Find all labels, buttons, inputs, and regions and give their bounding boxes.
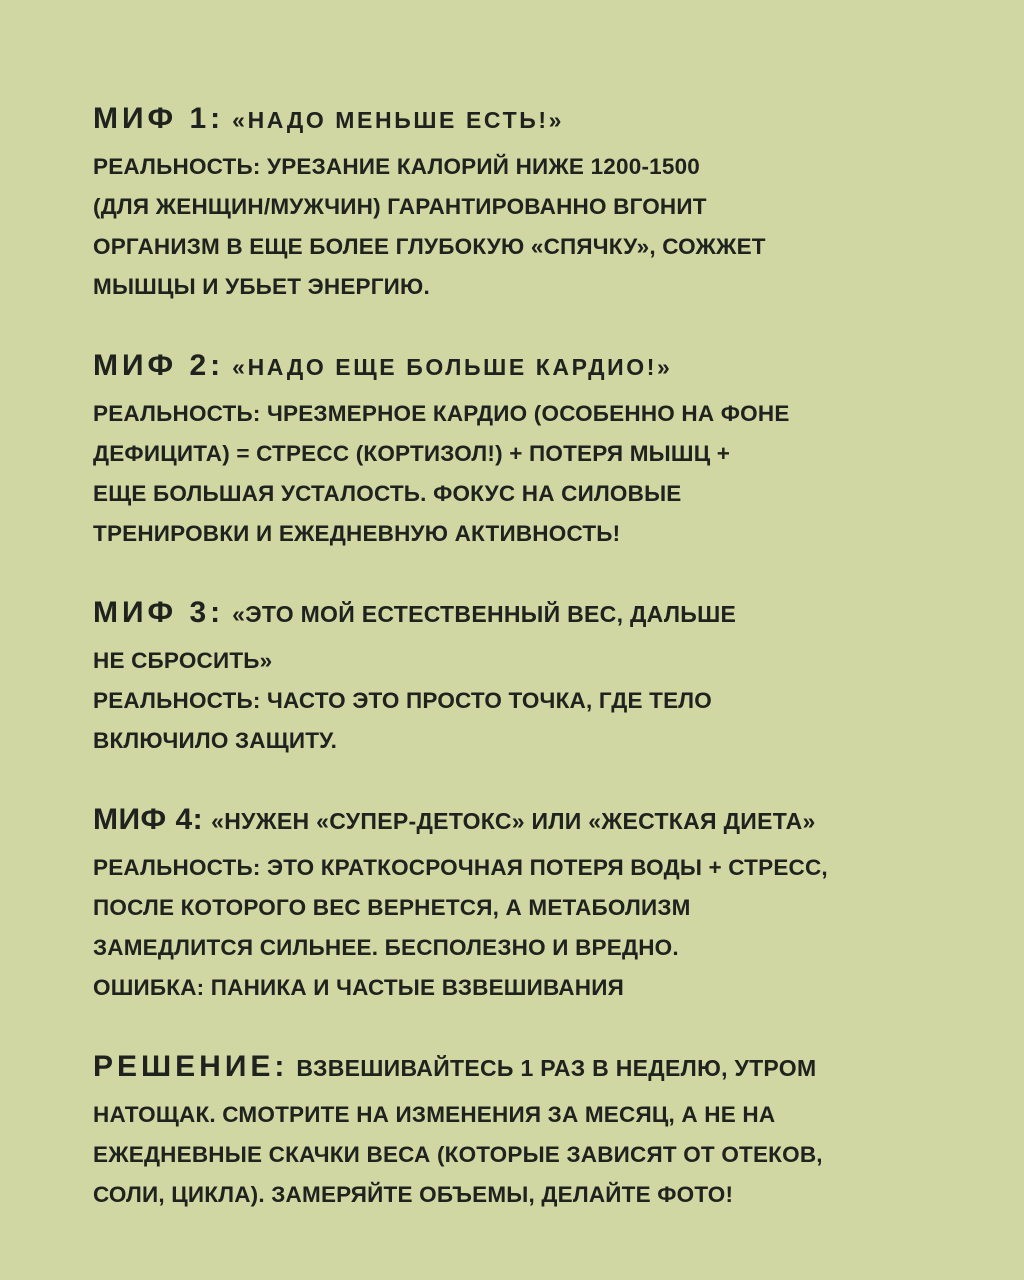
- myth-4-heading: [93, 797, 974, 848]
- myth-2-heading: [93, 343, 974, 394]
- text-line: ЕЩЕ БОЛЬШАЯ УСТАЛОСТЬ. ФОКУС НА СИЛОВЫЕ: [93, 481, 682, 506]
- text-line: МЫШЦЫ И УБЬЕТ ЭНЕРГИЮ.: [93, 274, 430, 299]
- text-line: ПОСЛЕ КОТОРОГО ВЕС ВЕРНЕТСЯ, А МЕТАБОЛИЗМ: [93, 895, 691, 920]
- myth-3-quote: «ЭТО МОЙ ЕСТЕСТВЕННЫЙ ВЕС, ДАЛЬШЕ: [232, 601, 737, 627]
- solution-label: РЕШЕНИЕ:: [93, 1050, 289, 1083]
- myth-4-label: МИФ 4:: [93, 803, 204, 836]
- text-line: НАТОЩАК. СМОТРИТЕ НА ИЗМЕНЕНИЯ ЗА МЕСЯЦ, А НЕ НА: [93, 1102, 776, 1127]
- text-line: НЕ СБРОСИТЬ»: [93, 648, 273, 673]
- section-myth-2: [93, 343, 974, 554]
- section-solution: [93, 1044, 974, 1215]
- text-line: ОШИБКА: ПАНИКА И ЧАСТЫЕ ВЗВЕШИВАНИЯ: [93, 975, 624, 1000]
- section-myth-3: [93, 590, 974, 761]
- text-line: ОРГАНИЗМ В ЕЩЕ БОЛЕЕ ГЛУБОКУЮ «СПЯЧКУ», СОЖЖЕТ: [93, 234, 766, 259]
- myth-3-label: МИФ 3:: [93, 596, 225, 629]
- myth-2-label: МИФ 2:: [93, 349, 225, 382]
- text-line: (ДЛЯ ЖЕНЩИН/МУЖЧИН) ГАРАНТИРОВАННО ВГОНИТ: [93, 194, 707, 219]
- myth-2-quote: «НАДО ЕЩЕ БОЛЬШЕ КАРДИО!»: [232, 354, 673, 380]
- text-line: РЕАЛЬНОСТЬ: ЭТО КРАТКОСРОЧНАЯ ПОТЕРЯ ВОДЫ + СТРЕСС,: [93, 855, 828, 880]
- text-line: РЕАЛЬНОСТЬ: УРЕЗАНИЕ КАЛОРИЙ НИЖЕ 1200-1500: [93, 154, 700, 179]
- text-line: ЕЖЕДНЕВНЫЕ СКАЧКИ ВЕСА (КОТОРЫЕ ЗАВИСЯТ ОТ ОТЕКОВ,: [93, 1142, 823, 1167]
- text-line: ВКЛЮЧИЛО ЗАЩИТУ.: [93, 728, 338, 753]
- section-myth-1: [93, 96, 974, 307]
- text-line: СОЛИ, ЦИКЛА). ЗАМЕРЯЙТЕ ОБЪЕМЫ, ДЕЛАЙТЕ ФОТО!: [93, 1182, 734, 1207]
- myth-3-heading: [93, 590, 974, 641]
- text-line: РЕАЛЬНОСТЬ: ЧРЕЗМЕРНОЕ КАРДИО (ОСОБЕННО НА ФОНЕ: [93, 401, 790, 426]
- section-myth-4: [93, 797, 974, 1008]
- text-line: РЕАЛЬНОСТЬ: ЧАСТО ЭТО ПРОСТО ТОЧКА, ГДЕ ТЕЛО: [93, 688, 712, 713]
- myth-1-heading: [93, 96, 974, 147]
- myth-1-quote: «НАДО МЕНЬШЕ ЕСТЬ!»: [232, 107, 564, 133]
- text-line: ЗАМЕДЛИТСЯ СИЛЬНЕЕ. БЕСПОЛЕЗНО И ВРЕДНО.: [93, 935, 679, 960]
- text-line: ТРЕНИРОВКИ И ЕЖЕДНЕВНУЮ АКТИВНОСТЬ!: [93, 521, 621, 546]
- text-line: ДЕФИЦИТА) = СТРЕСС (КОРТИЗОЛ!) + ПОТЕРЯ МЫШЦ +: [93, 441, 731, 466]
- myth-4-quote: «НУЖЕН «СУПЕР-ДЕТОКС» ИЛИ «ЖЕСТКАЯ ДИЕТА»: [211, 808, 816, 834]
- myth-1-label: МИФ 1:: [93, 102, 225, 135]
- solution-heading: [93, 1044, 974, 1095]
- solution-intro: ВЗВЕШИВАЙТЕСЬ 1 РАЗ В НЕДЕЛЮ, УТРОМ: [296, 1055, 817, 1081]
